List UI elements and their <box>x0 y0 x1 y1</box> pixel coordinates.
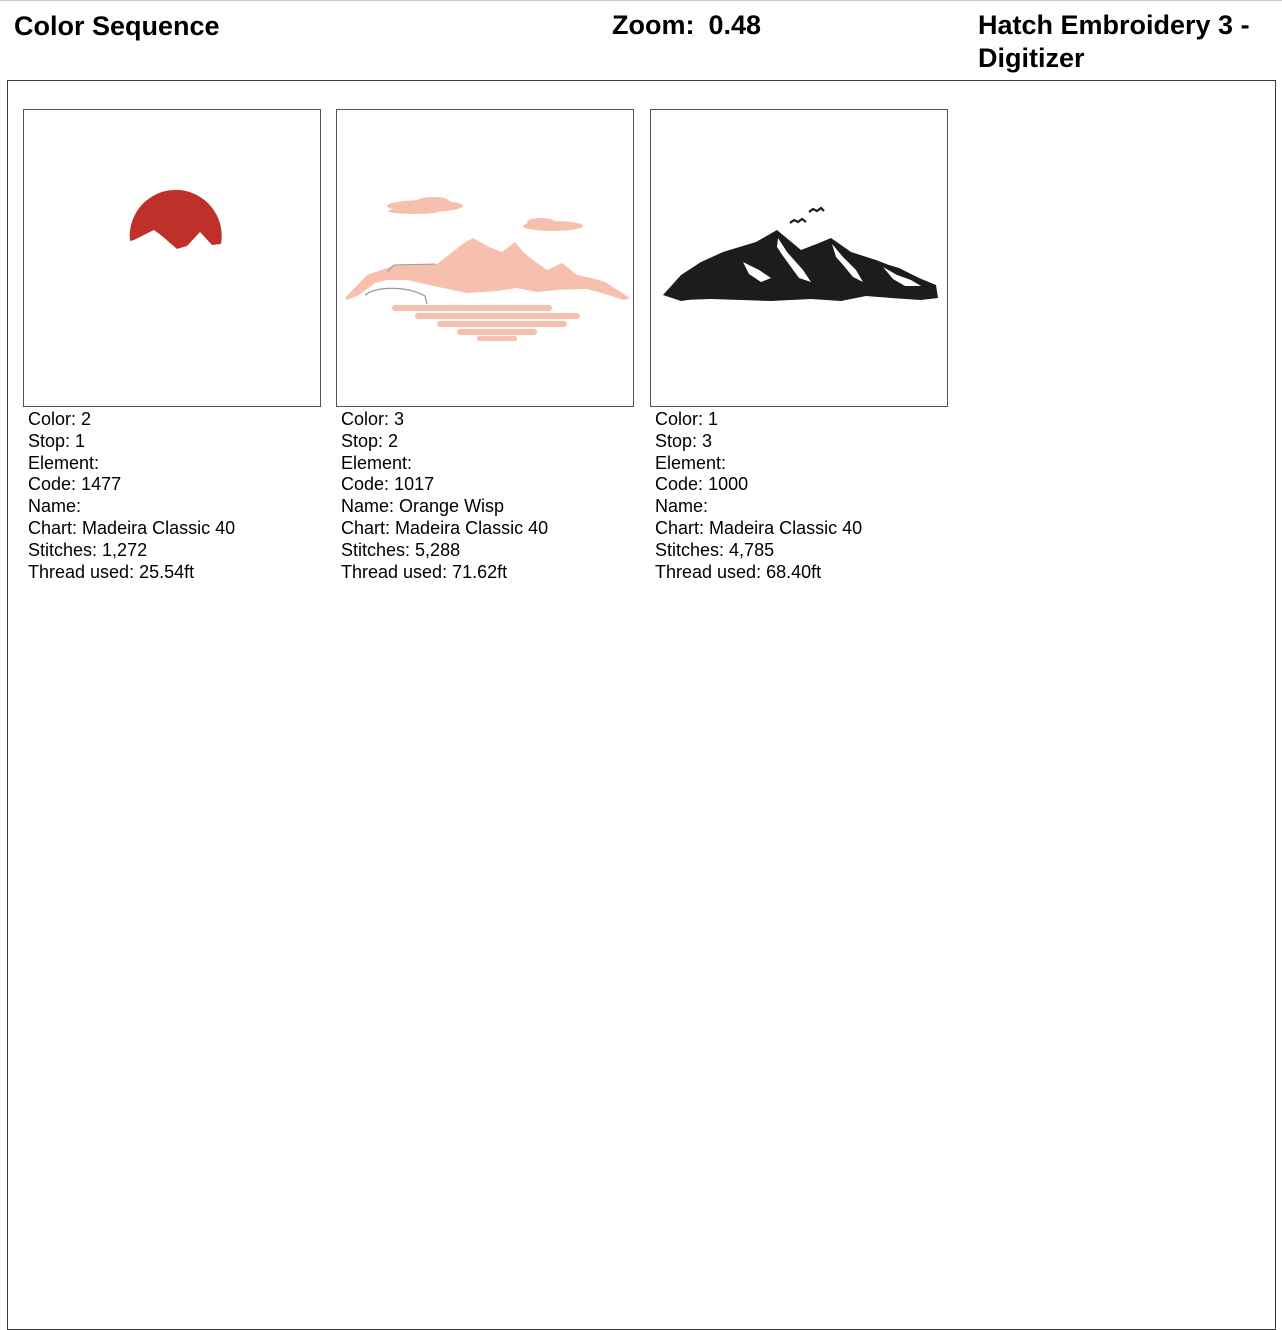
thread-field: Thread used: 71.62ft <box>341 561 508 582</box>
chart-field: Chart: Madeira Classic 40 <box>655 517 863 538</box>
swatch-info-3 <box>655 409 955 583</box>
black-mountains-icon <box>651 110 947 406</box>
stop-field: Stop: 3 <box>655 430 713 451</box>
color-field: Color: 1 <box>655 409 719 429</box>
code-field: Code: 1000 <box>655 474 749 495</box>
swatch-preview-2[interactable] <box>336 109 634 407</box>
element-field: Element: <box>655 452 727 473</box>
stitches-field: Stitches: 5,288 <box>341 539 461 560</box>
chart-field: Chart: Madeira Classic 40 <box>28 517 236 538</box>
zoom-label: Zoom: <box>612 10 695 40</box>
thread-field: Thread used: 68.40ft <box>655 561 822 582</box>
element-field: Element: <box>341 452 413 473</box>
color-field: Color: 2 <box>28 409 92 429</box>
zoom-value: 0.48 <box>708 10 762 40</box>
page-title: Color Sequence <box>14 11 220 41</box>
red-sun-icon <box>24 110 320 406</box>
color-field: Color: 3 <box>341 409 405 429</box>
code-field: Code: 1017 <box>341 474 435 495</box>
app-name: Hatch Embroidery 3 - Digitizer <box>978 10 1250 73</box>
element-field: Element: <box>28 452 100 473</box>
stitches-field: Stitches: 1,272 <box>28 539 148 560</box>
peach-mountains-lake-icon <box>337 110 633 406</box>
swatch-info-2 <box>341 409 641 583</box>
name-field: Name: <box>655 496 709 517</box>
code-field: Code: 1477 <box>28 474 122 495</box>
name-field: Name: <box>28 496 82 517</box>
stop-field: Stop: 1 <box>28 430 86 451</box>
thread-field: Thread used: 25.54ft <box>28 561 195 582</box>
zoom-indicator <box>612 9 761 42</box>
stop-field: Stop: 2 <box>341 430 399 451</box>
stitches-field: Stitches: 4,785 <box>655 539 775 560</box>
name-field: Name: Orange Wisp <box>341 496 505 517</box>
top-rule <box>0 0 1282 1</box>
swatch-preview-1[interactable] <box>23 109 321 407</box>
swatch-info-1 <box>28 409 328 583</box>
chart-field: Chart: Madeira Classic 40 <box>341 517 549 538</box>
swatch-preview-3[interactable] <box>650 109 948 407</box>
